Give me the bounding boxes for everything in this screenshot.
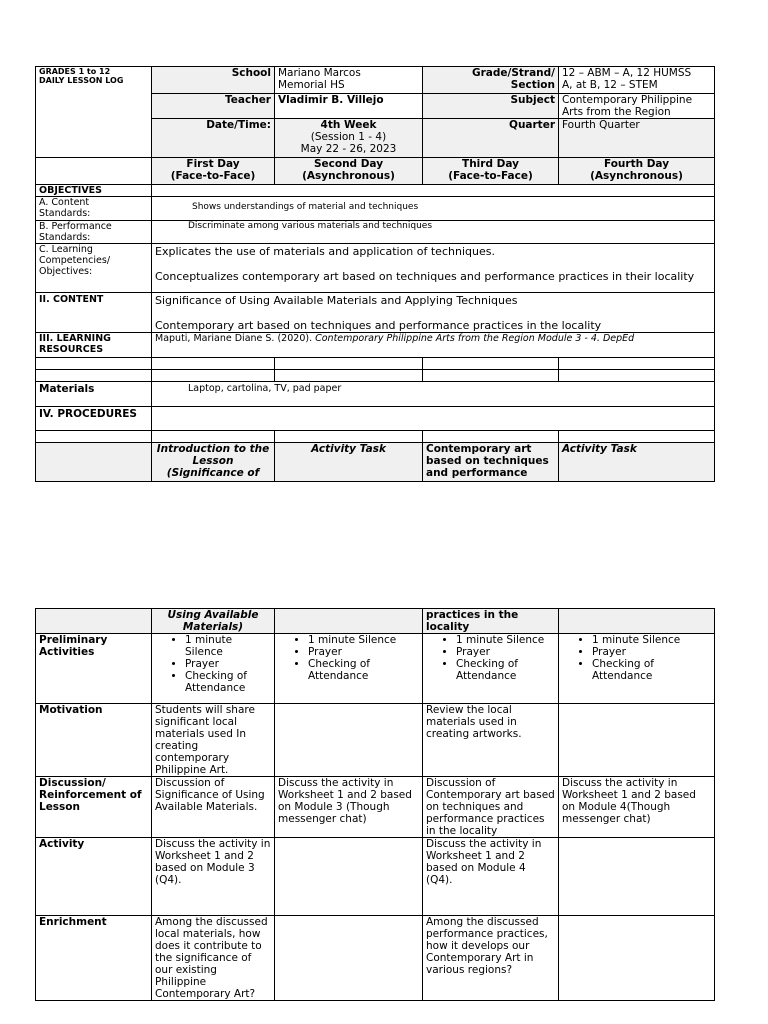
content-heading: II. CONTENT: [36, 293, 152, 333]
motivation-day3: Review the local materials used in creating artworks.: [423, 704, 559, 777]
performance-standards-label: B. Performance Standards:: [36, 221, 152, 244]
log-title-1: GRADES 1 to 12: [39, 67, 111, 76]
resources-heading: III. LEARNING RESOURCES: [36, 333, 152, 358]
activity-label: Activity: [36, 838, 152, 916]
school-value: Mariano Marcos Memorial HS: [275, 67, 423, 94]
enrichment-day3: Among the discussed performance practices, how it develops our Contemporary Art in various regions?: [423, 916, 559, 1001]
activity-day2: [275, 838, 423, 916]
discussion-day3: Discussion of Contemporary art based on techniques and performance practices in the locality: [423, 777, 559, 838]
day-header-4: Fourth Day (Asynchronous): [559, 158, 715, 185]
discussion-day1: Discussion of Significance of Using Available Materials.: [152, 777, 275, 838]
date-value: [275, 119, 423, 158]
week-text: 4th Week: [320, 119, 377, 131]
log-title-cell: [36, 67, 152, 158]
date-label: Date/Time:: [152, 119, 275, 158]
day-header-1: First Day (Face-to-Face): [152, 158, 275, 185]
quarter-label: Quarter: [423, 119, 559, 158]
motivation-day2: [275, 704, 423, 777]
enrichment-day1: Among the discussed local materials, how does it contribute to the significance of our existing Philippine Contemporary Art?: [152, 916, 275, 1001]
lesson-title-day3-cont: practices in the locality: [423, 609, 559, 634]
motivation-label: Motivation: [36, 704, 152, 777]
content-value: Significance of Using Available Materials and Applying Techniques Contemporary art based on techniques and performance practices in the locality: [152, 293, 715, 333]
enrichment-day4: [559, 916, 715, 1001]
materials-label: Materials: [36, 382, 152, 407]
grade-value: 12 – ABM – A, 12 HUMSS A, at B, 12 – STEM: [559, 67, 715, 94]
lesson-log-table-bottom: [35, 608, 714, 1001]
activity-day1: Discuss the activity in Worksheet 1 and 2 based on Module 3 (Q4).: [152, 838, 275, 916]
resources-value: Maputi, Mariane Diane S. (2020). Contemporary Philippine Arts from the Region Module 3 - 4. DepEd: [152, 333, 715, 358]
lesson-title-day4: Activity Task: [559, 443, 715, 482]
lesson-title-day2: Activity Task: [275, 443, 423, 482]
performance-standards-value: Discriminate among various materials and techniques: [152, 221, 715, 244]
lesson-title-day1: Introduction to the Lesson (Significance of: [152, 443, 275, 482]
objectives-heading: OBJECTIVES: [36, 185, 152, 197]
subject-label: Subject: [423, 94, 559, 119]
procedures-heading: IV. PROCEDURES: [36, 407, 152, 431]
enrichment-day2: [275, 916, 423, 1001]
preliminary-label: Preliminary Activities: [36, 634, 152, 704]
session-text: (Session 1 - 4): [310, 131, 387, 143]
teacher-value: Vladimir B. Villejo: [275, 94, 423, 119]
quarter-value: Fourth Quarter: [559, 119, 715, 158]
day-header-3: Third Day (Face-to-Face): [423, 158, 559, 185]
preliminary-day3: • 1 minute Silence • Prayer • Checking of Attendance: [423, 634, 559, 704]
preliminary-day2: • 1 minute Silence • Prayer • Checking of Attendance: [275, 634, 423, 704]
materials-value: Laptop, cartolina, TV, pad paper: [152, 382, 715, 407]
lesson-log-table-top: [35, 66, 714, 482]
competencies-value: Explicates the use of materials and application of techniques. Conceptualizes contemporary art based on techniques and performance practices in their locality: [152, 244, 715, 293]
competencies-label: C. Learning Competencies/ Objectives:: [36, 244, 152, 293]
discussion-day4: Discuss the activity in Worksheet 1 and 2 based on Module 4(Though messenger chat): [559, 777, 715, 838]
lesson-title-day1-cont: Using Available Materials): [152, 609, 275, 634]
enrichment-label: Enrichment: [36, 916, 152, 1001]
subject-value: Contemporary Philippine Arts from the Region: [559, 94, 715, 119]
day-header-2: Second Day (Asynchronous): [275, 158, 423, 185]
preliminary-day1: • 1 minute Silence • Prayer • Checking of Attendance: [152, 634, 275, 704]
teacher-label: Teacher: [152, 94, 275, 119]
content-standards-label: A. Content Standards:: [36, 197, 152, 221]
motivation-day4: [559, 704, 715, 777]
motivation-day1: Students will share significant local materials used In creating contemporary Philippine Art.: [152, 704, 275, 777]
school-label: School: [152, 67, 275, 94]
days-header-blank: [36, 158, 152, 185]
grade-label: Grade/Strand/ Section: [423, 67, 559, 94]
discussion-label: Discussion/ Reinforcement of Lesson: [36, 777, 152, 838]
activity-day4: [559, 838, 715, 916]
preliminary-day4: • 1 minute Silence • Prayer • Checking of Attendance: [559, 634, 715, 704]
lesson-title-day3: Contemporary art based on techniques and performance: [423, 443, 559, 482]
discussion-day2: Discuss the activity in Worksheet 1 and 2 based on Module 3 (Though messenger chat): [275, 777, 423, 838]
content-standards-value: Shows understandings of material and techniques: [152, 197, 715, 221]
log-title-2: DAILY LESSON LOG: [39, 76, 124, 85]
dates-text: May 22 - 26, 2023: [300, 143, 397, 155]
activity-day3: Discuss the activity in Worksheet 1 and 2 based on Module 4 (Q4).: [423, 838, 559, 916]
